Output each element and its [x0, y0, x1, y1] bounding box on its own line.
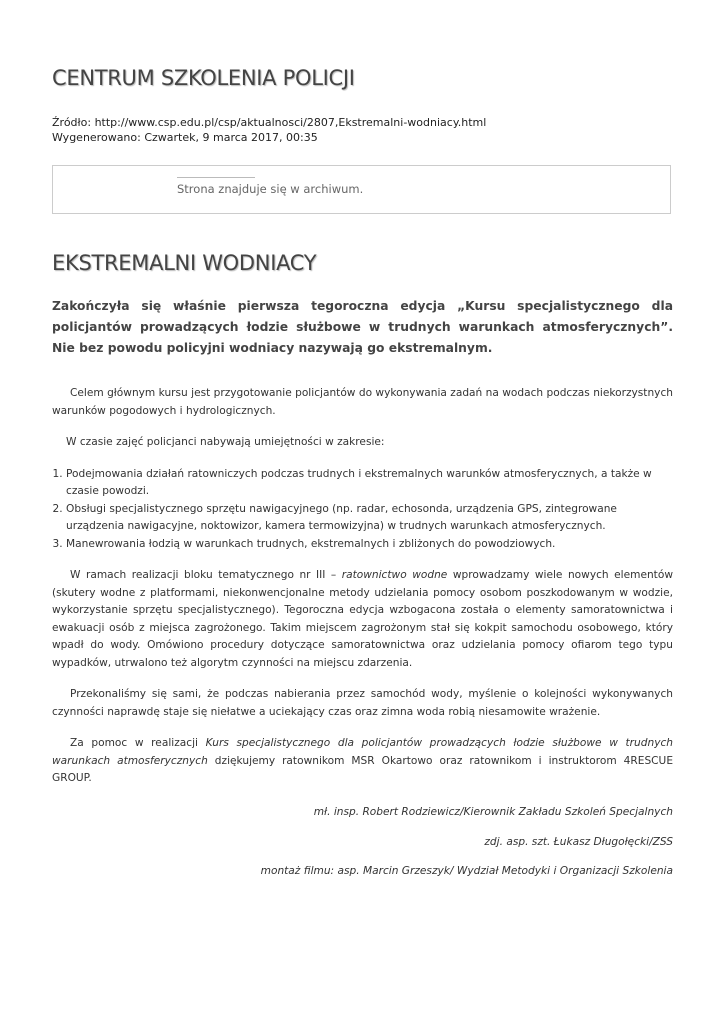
archive-notice: [52, 165, 671, 214]
paragraph-rescue-block: W ramach realizacji bloku tematycznego nr III – ratownictwo wodne wprowadzamy wiele nowych elementów (skutery wodne z platformami, niekonwencjonalne metody udzielania pomocy osobom poszkodowanym w wodzie, wykorzystanie sprzętu specjalistycznego). Tegoroczna edycja wzbogacona została o elementy samoratownictwa i ewakuacji osób z miejsca zagrożonego. Takim miejscem zagrożonym stał się kokpit samochodu osobowego, który wpadł do wody. Omówiono procedury dotyczące samoratownictwa oraz udzielania pomocy ofiarom tego typu wypadków, utrwalono też algorytm czynności na miejscu zdarzenia.: [52, 569, 673, 669]
article-title: EKSTREMALNI WODNIACY: [52, 251, 317, 275]
archive-divider: [177, 177, 255, 178]
credit-film: montaż filmu: asp. Marcin Grzeszyk/ Wydział Metodyki i Organizacji Szkolenia: [260, 865, 673, 877]
paragraph-skills-intro: W czasie zajęć policjanci nabywają umiejętności w zakresie:: [66, 436, 385, 448]
document-meta: [52, 115, 486, 145]
credit-photos: zdj. asp. szt. Łukasz Długołęcki/ZSS: [484, 836, 673, 848]
generated-date: Wygenerowano: Czwartek, 9 marca 2017, 00:35: [52, 131, 318, 144]
article-lead: Zakończyła się właśnie pierwsza tegoroczna edycja „Kursu specjalistycznego dla policjantów prowadzących łodzie służbowe w trudnych warunkach atmosferycznych”. Nie bez powodu policyjni wodniacy nazywają go ekstremalnym.: [52, 299, 673, 355]
skills-list: [52, 466, 673, 554]
paragraph-goal: Celem głównym kursu jest przygotowanie policjantów do wykonywania zadań na wodach podczas niekorzystnych warunków pogodowych i hydrologicznych.: [52, 387, 673, 417]
paragraph-thanks: Za pomoc w realizacji Kurs specjalistycznego dla policjantów prowadzących łodzie służbowe w trudnych warunkach atmosferycznych dziękujemy ratownikom MSR Okartowo oraz ratownikom i instruktorom 4RESCUE GROUP.: [52, 737, 674, 784]
source-url: Źródło: http://www.csp.edu.pl/csp/aktualnosci/2807,Ekstremalni-wodniacy.html: [52, 116, 487, 129]
site-title: CENTRUM SZKOLENIA POLICJI: [52, 66, 355, 90]
article-body: [52, 296, 673, 788]
list-item: 3. Manewrowania łodzią w warunkach trudnych, ekstremalnych i zbliżonych do powodziowych.: [66, 536, 673, 554]
archive-message: Strona znajduje się w archiwum.: [177, 182, 364, 196]
list-item: 2. Obsługi specjalistycznego sprzętu nawigacyjnego (np. radar, echosonda, urządzenia GPS, zintegrowane urządzenia nawigacyjne, noktowizor, kamera termowizyjna) w trudnych warunkach atmosferycznych.: [66, 501, 673, 536]
paragraph-experience: Przekonaliśmy się sami, że podczas nabierania przez samochód wody, myślenie o kolejności wykonywanych czynności naprawdę staje się niełatwe a uciekający czas oraz zimna woda robią niesamowite wrażenie.: [52, 688, 673, 718]
list-item: 1. Podejmowania działań ratowniczych podczas trudnych i ekstremalnych warunków atmosferycznych, a także w czasie powodzi.: [66, 466, 673, 501]
credit-author: mł. insp. Robert Rodziewicz/Kierownik Zakładu Szkoleń Specjalnych: [313, 806, 673, 818]
